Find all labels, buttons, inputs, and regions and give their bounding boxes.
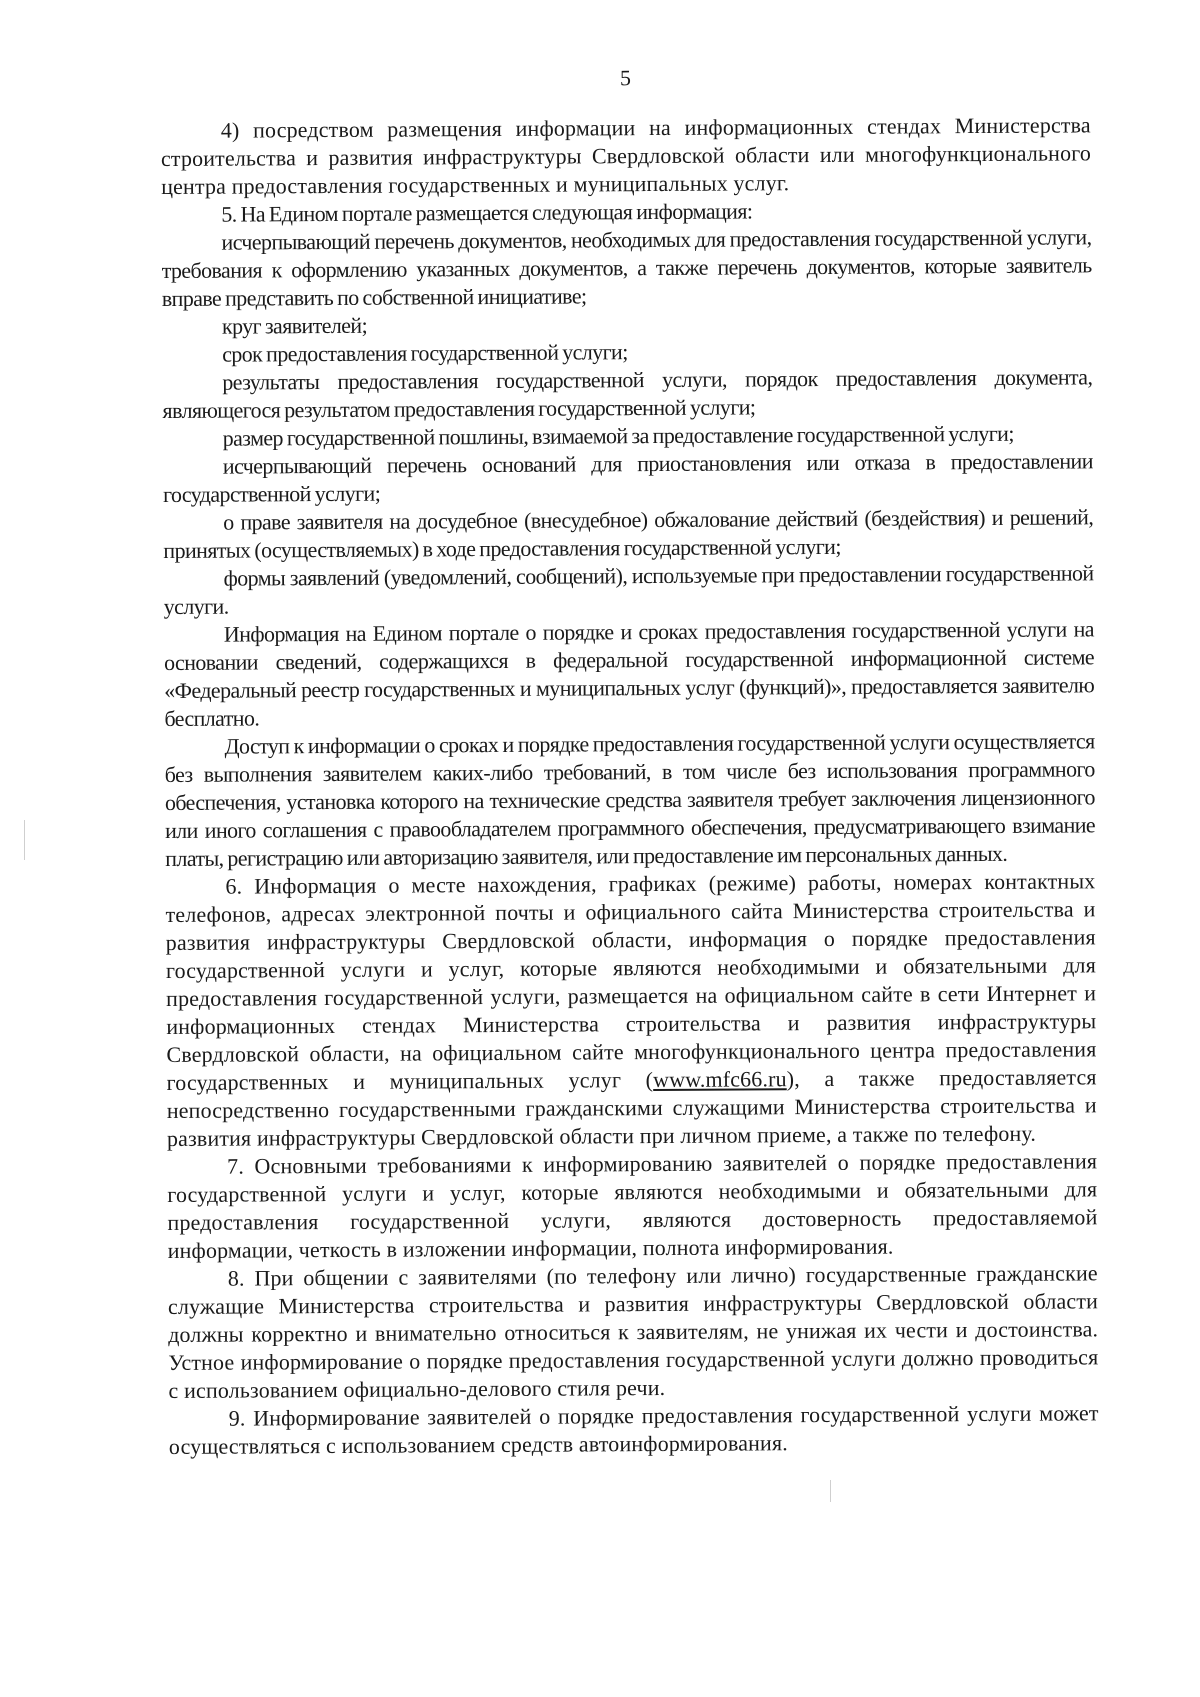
paragraph-item-4-info-stands: 4) посредством размещения информации на информационных стендах Министерства строительства и развития инфраструктуры Свердловской области или многофункционального центра предоставления государственных и муниципальных услуг. bbox=[160, 112, 1092, 200]
list-item-application-forms: формы заявлений (уведомлений, сообщений), используемые при предоставлении государственной услуги. bbox=[163, 560, 1094, 620]
list-item-documents: исчерпывающий перечень документов, необходимых для предоставления государственной услуги, требования к оформлению указанных документов, а также перечень документов, которые заявитель вправе представить по собственной инициативе; bbox=[161, 224, 1092, 312]
scan-artifact-left bbox=[24, 820, 25, 860]
list-item-results: результаты предоставления государственной услуги, порядок предоставления документа, являющегося результатом предоставления государственной услуги; bbox=[162, 364, 1093, 424]
paragraph-6-text-start: 6. Информация о месте нахождения, графиках (режиме) работы, номерах контактных телефонов, адресах электронной почты и официального сайта Министерства строительства и развития инфраструктуры Свердловской области, информация о порядке предоставления государственной услуги и услуг, которые являются необходимыми и обязательными для предоставления государственной услуги, размещается на официальном сайте в сети Интернет и информационных стендах Министерства строительства и развития инфраструктуры Свердловской области, на официальном сайте многофункционального центра предоставления государственных и муниципальных услуг ( bbox=[165, 868, 1097, 1096]
paragraph-7-requirements: 7. Основными требованиями к информированию заявителей о порядке предоставления государственной услуги и услуг, которые являются необходимыми и обязательными для предоставления государственной услуги, являются достоверность предоставляемой информации, четкость в изложении информации, полнота информирования. bbox=[167, 1148, 1098, 1263]
list-item-state-fee: размер государственной пошлины, взимаемой за предоставление государственной услуги; bbox=[222, 420, 1014, 451]
paragraph-9-autoinforming: 9. Информирование заявителей о порядке предоставления государственной услуги может осуществляться с использованием средств автоинформирования. bbox=[168, 1400, 1099, 1459]
mfc-website-link[interactable]: www.mfc66.ru bbox=[653, 1066, 787, 1093]
list-item-applicants: круг заявителей; bbox=[221, 312, 368, 339]
paragraph-6-contacts bbox=[165, 867, 1097, 1153]
paragraph-access-to-info: Доступ к информации о сроках и порядке предоставления государственной услуги осуществляется без выполнения заявителем каких-либо требований, в том числе без использования программного обеспечения, установка которого на технические средства заявителя требует заключения лицензионного или иного соглашения с правообладателем программного обеспечения, предусматривающего взимание платы, регистрацию или авторизацию заявителя, или предоставление им персональных данных. bbox=[164, 728, 1096, 872]
scan-artifact-bottom bbox=[830, 1480, 831, 1502]
list-item-refusal-grounds: исчерпывающий перечень оснований для приостановления или отказа в предоставлении государственной услуги; bbox=[162, 448, 1093, 508]
paragraph-free-info: Информация на Едином портале о порядке и сроках предоставления государственной услуги на основании сведений, содержащихся в федеральной государственной информационной системе «Федеральный реестр государственных и муниципальных услуг (функций)», предоставляется заявителю бесплатно. bbox=[163, 616, 1095, 732]
paragraph-8-communication: 8. При общении с заявителями (по телефону или лично) государственные гражданские служащие Министерства строительства и развития инфраструктуры Свердловской области должны корректно и внимательно относиться к заявителям, не унижая их чести и достоинства. Устное информирование о порядке предоставления государственной услуги должно проводиться с использованием официально-делового стиля речи. bbox=[167, 1260, 1099, 1403]
paragraph-6-text-end: ), а также предоставляется непосредственно государственными гражданскими служащими Министерства строительства и развития инфраструктуры Свердловской области при личном приеме, а также по телефону. bbox=[166, 1064, 1097, 1152]
list-item-appeal-right: о праве заявителя на досудебное (внесудебное) обжалование действий (бездействия) и решений, принятых (осуществляемых) в ходе предоставления государственной услуги; bbox=[163, 504, 1094, 564]
paragraph-5-portal-info-heading: 5. На Едином портале размещается следующая информация: bbox=[221, 198, 753, 227]
page-number: 5 bbox=[619, 65, 632, 91]
list-item-deadline: срок предоставления государственной услуги; bbox=[222, 339, 628, 367]
